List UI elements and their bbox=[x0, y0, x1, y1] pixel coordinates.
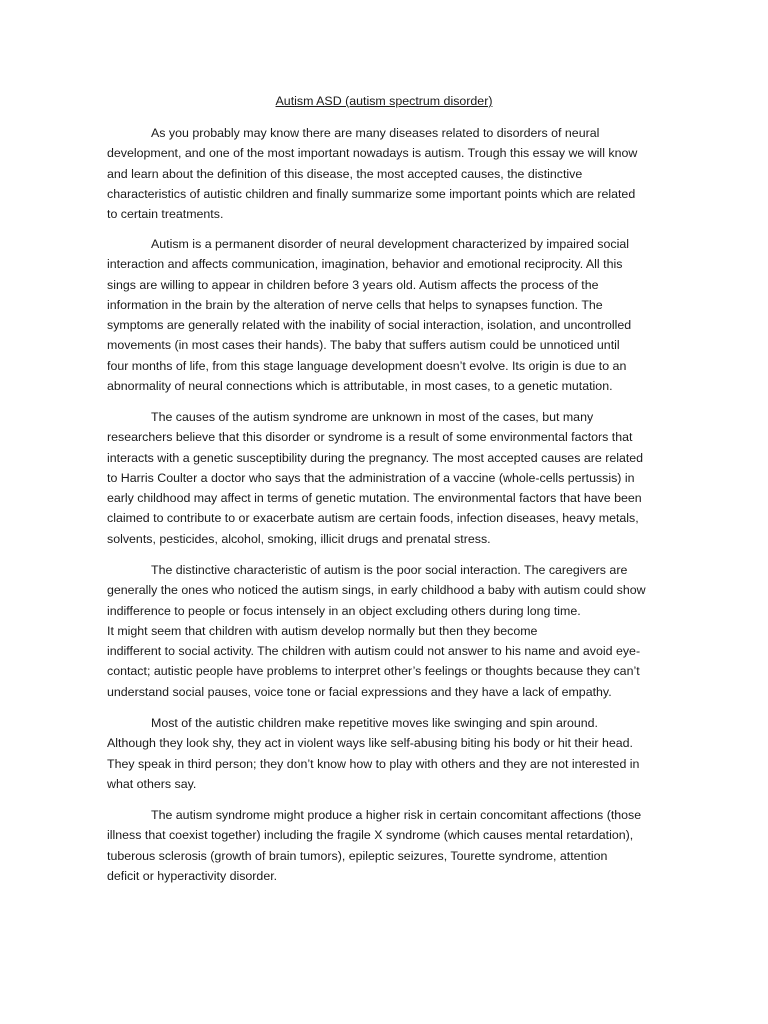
text-line: It might seem that children with autism develop normally but then they become bbox=[107, 623, 538, 638]
text-line: interacts with a genetic susceptibility during the pregnancy. The most accepted causes are related bbox=[107, 450, 644, 465]
text-line: contact; autistic people have problems to interpret other’s feelings or thoughts because they can’t bbox=[107, 664, 640, 679]
text-line: The causes of the autism syndrome are unknown in most of the cases, but many bbox=[151, 410, 594, 424]
text-line: what others say. bbox=[107, 776, 197, 791]
text-line: development, and one of the most important nowadays is autism. Trough this essay we will know bbox=[107, 146, 638, 161]
paragraph-affections bbox=[107, 805, 667, 886]
text-line: to Harris Coulter a doctor who says that the administration of a vaccine (whole-cells pertussis) in bbox=[107, 470, 635, 485]
text-line: indifference to people or focus intensely in an object excluding others during long time. bbox=[107, 603, 581, 618]
paragraph-definition bbox=[107, 234, 667, 396]
text-line: claimed to contribute to or exacerbate autism are certain foods, infection diseases, heavy metals, bbox=[107, 511, 639, 526]
text-line: early childhood may affect in terms of genetic mutation. The environmental factors that have been bbox=[107, 491, 642, 506]
text-line: illness that coexist together) including the fragile X syndrome (which causes mental retardation), bbox=[107, 828, 634, 843]
text-line: understand social pauses, voice tone or facial expressions and they have a lack of empathy. bbox=[107, 684, 612, 699]
text-line: generally the ones who noticed the autism sings, in early childhood a baby with autism could show bbox=[107, 583, 646, 598]
text-line: to certain treatments. bbox=[107, 207, 224, 222]
paragraph-behaviors bbox=[107, 713, 667, 794]
text-line: sings are willing to appear in children before 3 years old. Autism affects the process of the bbox=[107, 277, 599, 292]
text-line: Most of the autistic children make repetitive moves like swinging and spin around. bbox=[151, 716, 598, 730]
text-line: The autism syndrome might produce a higher risk in certain concomitant affections (those bbox=[151, 808, 642, 822]
paragraph-characteristics bbox=[107, 560, 667, 702]
text-line: As you probably may know there are many diseases related to disorders of neural bbox=[151, 126, 600, 140]
text-line: symptoms are generally related with the inability of social interaction, isolation, and uncontrolled bbox=[107, 318, 632, 333]
text-line: Autism is a permanent disorder of neural development characterized by impaired social bbox=[151, 237, 629, 251]
paragraph-introduction bbox=[107, 123, 667, 224]
text-line: Although they look shy, they act in violent ways like self-abusing biting his body or hit their head. bbox=[107, 736, 633, 751]
text-line: tuberous sclerosis (growth of brain tumors), epileptic seizures, Tourette syndrome, attention bbox=[107, 848, 608, 863]
text-line: interaction and affects communication, imagination, behavior and emotional reciprocity. All this bbox=[107, 257, 623, 272]
text-line: indifferent to social activity. The children with autism could not answer to his name and avoid eye- bbox=[107, 644, 641, 659]
text-line: information in the brain by the alteration of nerve cells that helps to synapses function. The bbox=[107, 297, 603, 312]
text-line: movements (in most cases their hands). The baby that suffers autism could be unnoticed until bbox=[107, 338, 620, 353]
text-line: and learn about the definition of this disease, the most accepted causes, the distinctive bbox=[107, 166, 583, 181]
text-line: four months of life, from this stage language development doesn’t evolve. Its origin is due to an bbox=[107, 358, 627, 373]
text-line: researchers believe that this disorder or syndrome is a result of some environmental factors that bbox=[107, 430, 633, 445]
text-line: abnormality of neural connections which is attributable, in most cases, to a genetic mutation. bbox=[107, 379, 613, 394]
text-line: The distinctive characteristic of autism is the poor social interaction. The caregivers are bbox=[151, 563, 628, 577]
document-title: Autism ASD (autism spectrum disorder) bbox=[275, 94, 493, 108]
text-line: solvents, pesticides, alcohol, smoking, illicit drugs and prenatal stress. bbox=[107, 531, 491, 546]
paragraph-causes bbox=[107, 407, 667, 549]
text-line: characteristics of autistic children and finally summarize some important points which are related bbox=[107, 186, 636, 201]
text-line: They speak in third person; they don’t know how to play with others and they are not interested in bbox=[107, 756, 640, 771]
text-line: deficit or hyperactivity disorder. bbox=[107, 868, 278, 883]
